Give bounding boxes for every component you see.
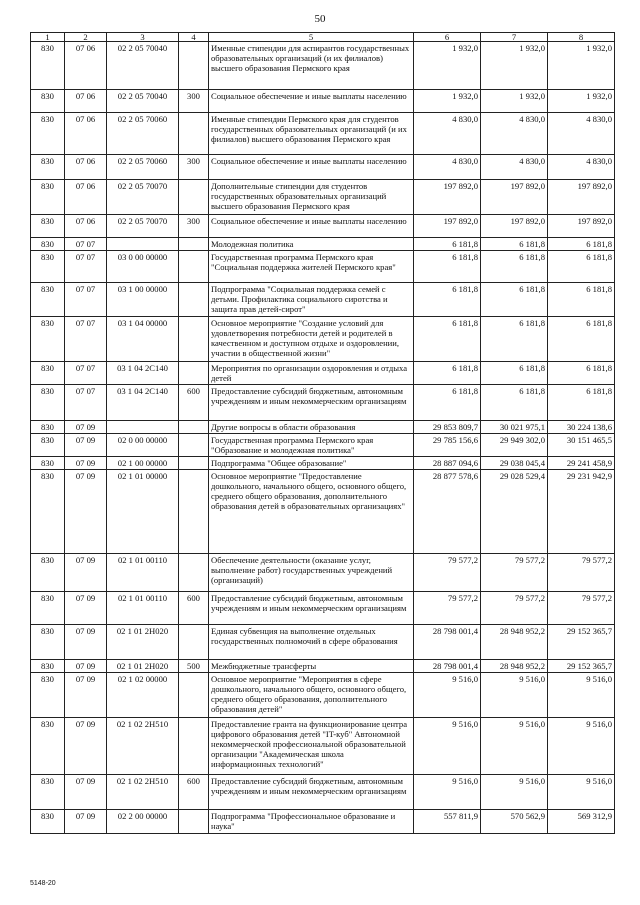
target-article-cell: 02 1 01 00000	[107, 470, 179, 554]
amount-year2-cell: 9 516,0	[481, 718, 548, 775]
description-cell: Предоставление субсидий бюджетным, автономным учреждениям и иным некоммерческим организациям	[209, 775, 414, 810]
description-cell: Другие вопросы в области образования	[209, 421, 414, 434]
amount-year2-cell: 197 892,0	[481, 215, 548, 238]
description-cell: Основное мероприятие "Предоставление дошкольного, начального общего, основного общего, среднего общего образования, дополнительного образования детей в образовательных организациях"	[209, 470, 414, 554]
expense-type-cell	[179, 283, 209, 317]
description-cell: Именные стипендии Пермского края для студентов государственных образовательных организаций (и их филиалов) высшего образования Пермского края	[209, 113, 414, 155]
amount-year2-cell: 6 181,8	[481, 251, 548, 283]
expense-type-cell	[179, 180, 209, 215]
agency-code-cell: 830	[31, 317, 65, 362]
table-row	[31, 625, 615, 660]
section-code-cell: 07 06	[65, 155, 107, 180]
section-code-cell: 07 07	[65, 251, 107, 283]
section-code-cell: 07 06	[65, 215, 107, 238]
table-body	[31, 42, 615, 834]
amount-year2-cell: 79 577,2	[481, 592, 548, 625]
amount-year2-cell: 29 949 302,0	[481, 434, 548, 457]
target-article-cell: 02 1 01 2H020	[107, 660, 179, 673]
expense-type-cell: 600	[179, 775, 209, 810]
expense-type-cell	[179, 673, 209, 718]
amount-year2-cell: 4 830,0	[481, 155, 548, 180]
description-cell: Основное мероприятие "Мероприятия в сфере дошкольного, начального общего, основного общего, среднего общего образования, дополнительного образования детей"	[209, 673, 414, 718]
amount-year2-cell: 79 577,2	[481, 554, 548, 592]
description-cell: Единая субвенция на выполнение отдельных государственных полномочий в сфере образования	[209, 625, 414, 660]
target-article-cell: 02 1 01 2H020	[107, 625, 179, 660]
table-row	[31, 775, 615, 810]
amount-year3-cell: 6 181,8	[548, 283, 615, 317]
target-article-cell: 02 2 05 70040	[107, 90, 179, 113]
amount-year3-cell: 9 516,0	[548, 775, 615, 810]
amount-year2-cell: 6 181,8	[481, 317, 548, 362]
table-row	[31, 385, 615, 421]
expense-type-cell	[179, 42, 209, 90]
table-row	[31, 113, 615, 155]
amount-year3-cell: 30 224 138,6	[548, 421, 615, 434]
section-code-cell: 07 09	[65, 434, 107, 457]
section-code-cell: 07 06	[65, 180, 107, 215]
section-code-cell: 07 09	[65, 775, 107, 810]
expense-type-cell	[179, 470, 209, 554]
amount-year1-cell: 28 798 001,4	[414, 625, 481, 660]
expense-type-cell: 600	[179, 385, 209, 421]
amount-year3-cell: 6 181,8	[548, 251, 615, 283]
section-code-cell: 07 06	[65, 90, 107, 113]
agency-code-cell: 830	[31, 673, 65, 718]
description-cell: Молодежная политика	[209, 238, 414, 251]
amount-year3-cell: 30 151 465,5	[548, 434, 615, 457]
agency-code-cell: 830	[31, 155, 65, 180]
amount-year3-cell: 29 152 365,7	[548, 625, 615, 660]
amount-year1-cell: 9 516,0	[414, 718, 481, 775]
amount-year2-cell: 4 830,0	[481, 113, 548, 155]
amount-year2-cell: 1 932,0	[481, 90, 548, 113]
section-code-cell: 07 09	[65, 470, 107, 554]
target-article-cell: 02 2 05 70060	[107, 113, 179, 155]
amount-year3-cell: 79 577,2	[548, 554, 615, 592]
amount-year1-cell: 28 887 094,6	[414, 457, 481, 470]
amount-year1-cell: 6 181,8	[414, 283, 481, 317]
amount-year1-cell: 79 577,2	[414, 554, 481, 592]
header-cell: 2	[65, 33, 107, 42]
expense-type-cell	[179, 718, 209, 775]
target-article-cell: 02 1 02 2H510	[107, 775, 179, 810]
amount-year3-cell: 197 892,0	[548, 180, 615, 215]
header-cell: 7	[481, 33, 548, 42]
amount-year1-cell: 4 830,0	[414, 113, 481, 155]
section-code-cell: 07 07	[65, 317, 107, 362]
expense-type-cell: 600	[179, 592, 209, 625]
section-code-cell: 07 09	[65, 660, 107, 673]
table-row	[31, 718, 615, 775]
description-cell: Подпрограмма "Профессиональное образование и наука"	[209, 810, 414, 834]
header-cell: 4	[179, 33, 209, 42]
section-code-cell: 07 09	[65, 457, 107, 470]
section-code-cell: 07 09	[65, 673, 107, 718]
target-article-cell: 02 1 01 00110	[107, 554, 179, 592]
amount-year1-cell: 79 577,2	[414, 592, 481, 625]
expense-type-cell: 500	[179, 660, 209, 673]
description-cell: Подпрограмма "Социальная поддержка семей с детьми. Профилактика социального сиротства и защита прав детей-сирот"	[209, 283, 414, 317]
target-article-cell	[107, 238, 179, 251]
table-row	[31, 660, 615, 673]
amount-year1-cell: 28 798 001,4	[414, 660, 481, 673]
target-article-cell: 03 1 04 2C140	[107, 385, 179, 421]
table-row	[31, 155, 615, 180]
description-cell: Предоставление субсидий бюджетным, автономным учреждениям и иным некоммерческим организациям	[209, 385, 414, 421]
amount-year3-cell: 6 181,8	[548, 317, 615, 362]
target-article-cell: 02 1 02 00000	[107, 673, 179, 718]
expense-type-cell	[179, 421, 209, 434]
expense-type-cell	[179, 238, 209, 251]
amount-year1-cell: 197 892,0	[414, 180, 481, 215]
description-cell: Дополнительные стипендии для студентов государственных образовательных организаций высшего образования Пермского края	[209, 180, 414, 215]
expense-type-cell	[179, 251, 209, 283]
amount-year1-cell: 29 785 156,6	[414, 434, 481, 457]
header-row	[31, 33, 615, 42]
description-cell: Предоставление гранта на функционирование центра цифрового образования детей "IT-куб" Автономной некоммерческой профессиональной образовательной организации "Академическая школа информационных технологий"	[209, 718, 414, 775]
amount-year3-cell: 569 312,9	[548, 810, 615, 834]
table-row	[31, 673, 615, 718]
target-article-cell: 02 2 00 00000	[107, 810, 179, 834]
table-row	[31, 251, 615, 283]
agency-code-cell: 830	[31, 385, 65, 421]
target-article-cell: 02 1 02 2H510	[107, 718, 179, 775]
expense-type-cell	[179, 362, 209, 385]
amount-year1-cell: 6 181,8	[414, 362, 481, 385]
table-row	[31, 42, 615, 90]
table-row	[31, 317, 615, 362]
header-cell: 6	[414, 33, 481, 42]
expense-type-cell: 300	[179, 90, 209, 113]
expense-type-cell	[179, 113, 209, 155]
amount-year2-cell: 9 516,0	[481, 775, 548, 810]
page-number: 50	[314, 13, 326, 25]
table-row	[31, 421, 615, 434]
section-code-cell: 07 09	[65, 592, 107, 625]
expense-type-cell: 300	[179, 215, 209, 238]
agency-code-cell: 830	[31, 421, 65, 434]
table-row	[31, 238, 615, 251]
agency-code-cell: 830	[31, 718, 65, 775]
expense-type-cell	[179, 317, 209, 362]
amount-year3-cell: 6 181,8	[548, 362, 615, 385]
expense-type-cell	[179, 625, 209, 660]
header-cell: 3	[107, 33, 179, 42]
header-cell: 8	[548, 33, 615, 42]
amount-year3-cell: 29 231 942,9	[548, 470, 615, 554]
amount-year1-cell: 9 516,0	[414, 673, 481, 718]
amount-year2-cell: 570 562,9	[481, 810, 548, 834]
target-article-cell: 02 2 05 70070	[107, 215, 179, 238]
amount-year2-cell: 1 932,0	[481, 42, 548, 90]
target-article-cell: 03 1 04 2C140	[107, 362, 179, 385]
header-cell: 1	[31, 33, 65, 42]
amount-year3-cell: 79 577,2	[548, 592, 615, 625]
section-code-cell: 07 07	[65, 385, 107, 421]
expense-type-cell	[179, 457, 209, 470]
agency-code-cell: 830	[31, 775, 65, 810]
table-row	[31, 470, 615, 554]
amount-year2-cell: 6 181,8	[481, 385, 548, 421]
agency-code-cell: 830	[31, 434, 65, 457]
agency-code-cell: 830	[31, 810, 65, 834]
amount-year3-cell: 4 830,0	[548, 113, 615, 155]
table-row	[31, 90, 615, 113]
amount-year2-cell: 6 181,8	[481, 238, 548, 251]
agency-code-cell: 830	[31, 113, 65, 155]
description-cell: Предоставление субсидий бюджетным, автономным учреждениям и иным некоммерческим организациям	[209, 592, 414, 625]
agency-code-cell: 830	[31, 660, 65, 673]
amount-year3-cell: 9 516,0	[548, 673, 615, 718]
section-code-cell: 07 07	[65, 238, 107, 251]
target-article-cell: 03 0 00 00000	[107, 251, 179, 283]
table-row	[31, 592, 615, 625]
amount-year1-cell: 1 932,0	[414, 90, 481, 113]
description-cell: Именные стипендии для аспирантов государственных образовательных организаций (и их филиалов) высшего образования Пермского края	[209, 42, 414, 90]
agency-code-cell: 830	[31, 457, 65, 470]
footer-code: 5148-20	[30, 880, 56, 887]
expense-type-cell: 300	[179, 155, 209, 180]
amount-year1-cell: 6 181,8	[414, 385, 481, 421]
amount-year1-cell: 557 811,9	[414, 810, 481, 834]
table-row	[31, 215, 615, 238]
section-code-cell: 07 09	[65, 421, 107, 434]
expense-type-cell	[179, 810, 209, 834]
agency-code-cell: 830	[31, 42, 65, 90]
section-code-cell: 07 09	[65, 625, 107, 660]
amount-year2-cell: 6 181,8	[481, 283, 548, 317]
agency-code-cell: 830	[31, 180, 65, 215]
agency-code-cell: 830	[31, 362, 65, 385]
amount-year1-cell: 28 877 578,6	[414, 470, 481, 554]
section-code-cell: 07 07	[65, 362, 107, 385]
agency-code-cell: 830	[31, 251, 65, 283]
description-cell: Социальное обеспечение и иные выплаты населению	[209, 215, 414, 238]
amount-year3-cell: 4 830,0	[548, 155, 615, 180]
expense-type-cell	[179, 434, 209, 457]
table-row	[31, 554, 615, 592]
agency-code-cell: 830	[31, 625, 65, 660]
amount-year1-cell: 4 830,0	[414, 155, 481, 180]
table-row	[31, 457, 615, 470]
table-row	[31, 434, 615, 457]
expense-type-cell	[179, 554, 209, 592]
section-code-cell: 07 09	[65, 554, 107, 592]
agency-code-cell: 830	[31, 470, 65, 554]
description-cell: Межбюджетные трансферты	[209, 660, 414, 673]
section-code-cell: 07 09	[65, 718, 107, 775]
agency-code-cell: 830	[31, 283, 65, 317]
amount-year2-cell: 29 038 045,4	[481, 457, 548, 470]
amount-year1-cell: 29 853 809,7	[414, 421, 481, 434]
target-article-cell: 02 2 05 70070	[107, 180, 179, 215]
description-cell: Государственная программа Пермского края "Социальная поддержка жителей Пермского края"	[209, 251, 414, 283]
agency-code-cell: 830	[31, 554, 65, 592]
agency-code-cell: 830	[31, 215, 65, 238]
amount-year2-cell: 6 181,8	[481, 362, 548, 385]
agency-code-cell: 830	[31, 238, 65, 251]
agency-code-cell: 830	[31, 90, 65, 113]
target-article-cell: 03 1 00 00000	[107, 283, 179, 317]
amount-year3-cell: 197 892,0	[548, 215, 615, 238]
table-row	[31, 810, 615, 834]
description-cell: Социальное обеспечение и иные выплаты населению	[209, 90, 414, 113]
description-cell: Основное мероприятие "Создание условий для удовлетворения потребности детей и родителей в качественном и доступном отдыхе и оздоровлении, участии в общественной жизни"	[209, 317, 414, 362]
amount-year2-cell: 28 948 952,2	[481, 660, 548, 673]
target-article-cell: 03 1 04 00000	[107, 317, 179, 362]
description-cell: Обеспечение деятельности (оказание услуг, выполнение работ) государственных учреждений (организаций)	[209, 554, 414, 592]
target-article-cell: 02 0 00 00000	[107, 434, 179, 457]
section-code-cell: 07 06	[65, 42, 107, 90]
amount-year1-cell: 6 181,8	[414, 317, 481, 362]
amount-year1-cell: 6 181,8	[414, 238, 481, 251]
target-article-cell	[107, 421, 179, 434]
table-row	[31, 362, 615, 385]
section-code-cell: 07 07	[65, 283, 107, 317]
amount-year3-cell: 9 516,0	[548, 718, 615, 775]
target-article-cell: 02 1 01 00110	[107, 592, 179, 625]
amount-year3-cell: 29 241 458,9	[548, 457, 615, 470]
section-code-cell: 07 06	[65, 113, 107, 155]
amount-year1-cell: 1 932,0	[414, 42, 481, 90]
amount-year1-cell: 197 892,0	[414, 215, 481, 238]
amount-year1-cell: 9 516,0	[414, 775, 481, 810]
section-code-cell: 07 09	[65, 810, 107, 834]
amount-year2-cell: 197 892,0	[481, 180, 548, 215]
budget-table	[30, 32, 615, 834]
amount-year1-cell: 6 181,8	[414, 251, 481, 283]
description-cell: Государственная программа Пермского края "Образование и молодежная политика"	[209, 434, 414, 457]
amount-year3-cell: 29 152 365,7	[548, 660, 615, 673]
description-cell: Подпрограмма "Общее образование"	[209, 457, 414, 470]
amount-year2-cell: 28 948 952,2	[481, 625, 548, 660]
target-article-cell: 02 2 05 70040	[107, 42, 179, 90]
target-article-cell: 02 2 05 70060	[107, 155, 179, 180]
amount-year2-cell: 9 516,0	[481, 673, 548, 718]
amount-year3-cell: 1 932,0	[548, 42, 615, 90]
amount-year2-cell: 30 021 975,1	[481, 421, 548, 434]
amount-year3-cell: 6 181,8	[548, 385, 615, 421]
agency-code-cell: 830	[31, 592, 65, 625]
target-article-cell: 02 1 00 00000	[107, 457, 179, 470]
description-cell: Социальное обеспечение и иные выплаты населению	[209, 155, 414, 180]
description-cell: Мероприятия по организации оздоровления и отдыха детей	[209, 362, 414, 385]
amount-year3-cell: 6 181,8	[548, 238, 615, 251]
amount-year3-cell: 1 932,0	[548, 90, 615, 113]
table-row	[31, 180, 615, 215]
header-cell: 5	[209, 33, 414, 42]
table-row	[31, 283, 615, 317]
amount-year2-cell: 29 028 529,4	[481, 470, 548, 554]
